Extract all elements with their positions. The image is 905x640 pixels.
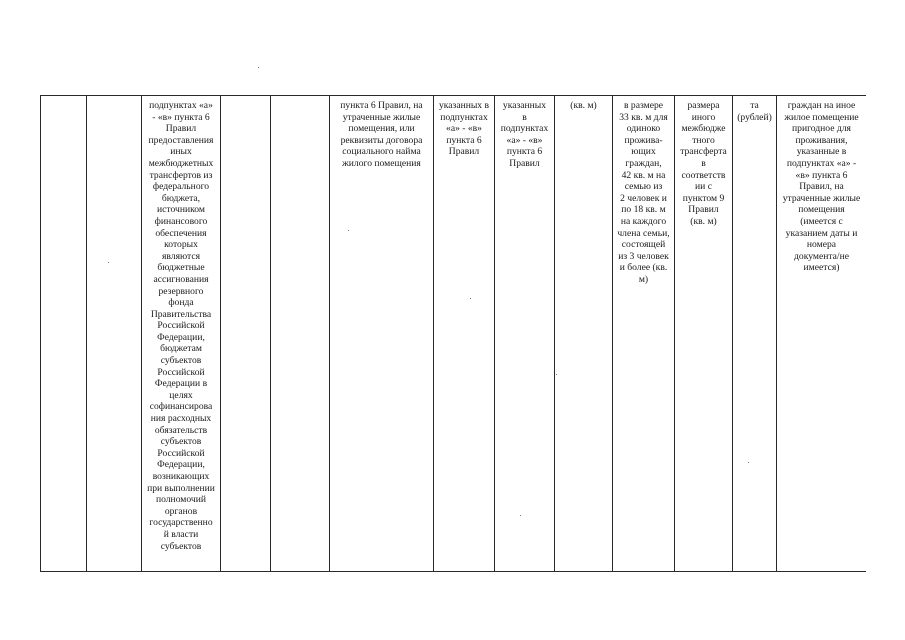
table-column-14 <box>776 96 866 571</box>
scan-speck <box>108 262 109 263</box>
column-13-text: та (рублей) <box>737 100 772 123</box>
scan-speck <box>520 515 521 516</box>
table-column-3 <box>141 96 220 571</box>
scan-speck <box>470 298 471 299</box>
scan-speck <box>348 230 349 231</box>
column-14-text: граждан на иное жилое помещение пригодное для проживания, указанные в подпунктах «а» - «в» пункта 6 Правил, на утраченные жилые помещения (имеется с указанием даты и номера документа/не имеется) <box>782 100 861 274</box>
column-12-text: размера иного межбюдже тного трансферта в соответств ии с пунктом 9 Правил (кв. м) <box>680 100 727 227</box>
table-column-10 <box>554 96 612 571</box>
data-table <box>40 95 866 572</box>
column-8-text: указанных в подпунктах «а» - «в» пункта 6 Правил <box>438 100 490 158</box>
scan-speck <box>258 67 259 68</box>
column-7-text: пункта 6 Правил, на утраченные жилые помещения, или реквизиты договора социального найма жилого помещения <box>340 100 423 169</box>
table-column-1 <box>40 96 86 571</box>
scan-speck <box>556 374 557 375</box>
column-3-text: подпунктах «а» - «в» пункта 6 Правил предоставления иных межбюджетных трансфертов из федерального бюджета, источником финансового обеспечения которых являются бюджетные ассигнования резервного фонда Правительства Российской Федерации, бюджетам субъектов Российской Федерации в целях софинансирова ния расходных обязательств субъектов Российской Федерации, возникающих при выполнении полномочий органов государственно й власти субъектов <box>147 100 215 552</box>
table-column-4 <box>220 96 270 571</box>
table-column-5 <box>270 96 329 571</box>
scan-speck <box>748 462 749 463</box>
table-column-12 <box>674 96 732 571</box>
table-column-9 <box>494 96 554 571</box>
table-column-13 <box>732 96 776 571</box>
column-11-text: в размере 33 кв. м для одиноко прожива- ющих граждан, 42 кв. м на семью из 2 человек и по 18 кв. м на каждого члена семьи, состоящей из 3 человек и более (кв. м) <box>617 100 670 285</box>
table-column-7 <box>329 96 433 571</box>
table-column-11 <box>612 96 674 571</box>
table-column-8 <box>433 96 494 571</box>
column-9-text: указанных в подпунктах «а» - «в» пункта 6 Правил <box>500 100 549 169</box>
column-10-text: (кв. м) <box>570 100 597 111</box>
